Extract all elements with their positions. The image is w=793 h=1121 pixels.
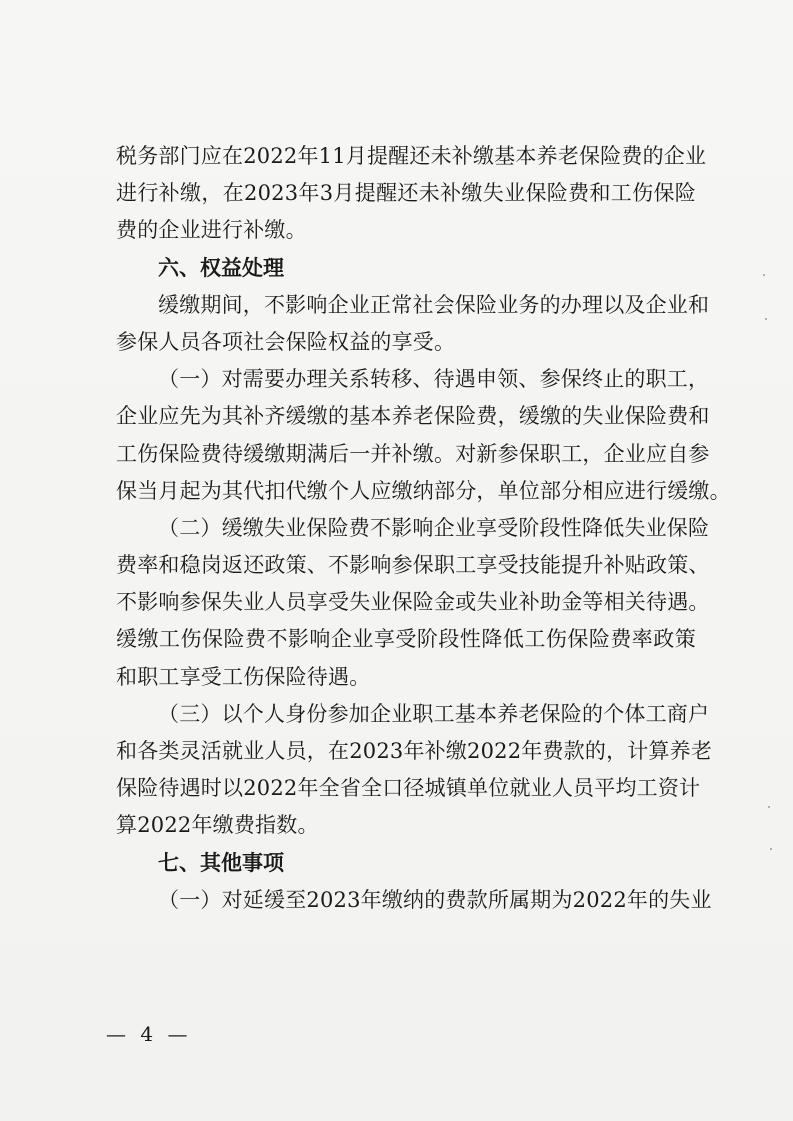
paragraph-line: 税务部门应在2022年11月提醒还未补缴基本养老保险费的企业 <box>116 144 707 168</box>
section-heading: 七、其他事项 <box>158 850 284 875</box>
scan-speck <box>763 274 765 276</box>
paragraph-line: 缓缴期间，不影响企业正常社会保险业务的办理以及企业和 <box>158 292 710 317</box>
paragraph-line: 进行补缴，在2023年3月提醒还未补缴失业保险费和工伤保险 <box>116 181 696 206</box>
document-body <box>116 138 731 919</box>
paragraph-line: 保当月起为其代扣代缴个人应缴纳部分，单位部分相应进行缓缴。 <box>116 478 731 503</box>
section-heading: 六、权益处理 <box>158 255 284 280</box>
scan-speck <box>768 806 770 808</box>
paragraph-line: 缓缴工伤保险费不影响企业享受阶段性降低工伤保险费率政策 <box>116 627 696 652</box>
page-number: — 4 — <box>106 1022 192 1046</box>
paragraph-line: 参保人员各项社会保险权益的享受。 <box>116 329 456 354</box>
paragraph-line: 工伤保险费待缓缴期满后一并补缴。对新参保职工，企业应自参 <box>116 441 710 466</box>
paragraph-line: 和各类灵活就业人员，在2023年补缴2022年费款的，计算养老 <box>116 739 713 763</box>
paragraph-line: 保险待遇时以2022年全省全口径城镇单位就业人员平均工资计 <box>116 776 701 801</box>
paragraph-line: 费的企业进行补缴。 <box>116 218 307 243</box>
scan-speck <box>765 318 767 320</box>
scan-speck <box>770 848 772 850</box>
paragraph-line: （二）缓缴失业保险费不影响企业享受阶段性降低失业保险 <box>158 515 710 540</box>
paragraph-line: 不影响参保失业人员享受失业保险金或失业补助金等相关待遇。 <box>116 590 710 615</box>
paragraph-line: （一）对需要办理关系转移、待遇申领、参保终止的职工， <box>158 367 710 392</box>
paragraph-line: （三）以个人身份参加企业职工基本养老保险的个体工商户 <box>158 701 710 726</box>
paragraph-line: 和职工享受工伤保险待遇。 <box>116 664 371 689</box>
paragraph-line: （一）对延缓至2023年缴纳的费款所属期为2022年的失业 <box>158 887 712 912</box>
paragraph-line: 企业应先为其补齐缓缴的基本养老保险费，缓缴的失业保险费和 <box>116 404 710 429</box>
paragraph-line: 费率和稳岗返还政策、不影响参保职工享受技能提升补贴政策、 <box>116 553 710 578</box>
paragraph-line: 算2022年缴费指数。 <box>116 813 319 838</box>
